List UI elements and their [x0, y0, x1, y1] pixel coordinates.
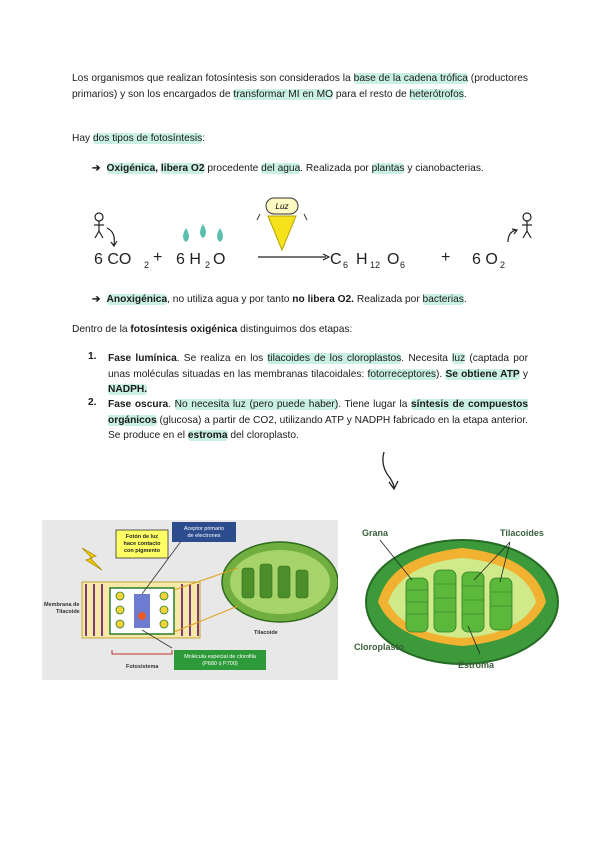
grana-label: Grana — [362, 528, 389, 538]
text: . — [463, 88, 467, 100]
text: (glucosa) a partir de CO2, utilizando ATP y NADPH fabricado en la etapa anterior. Se produce en el — [108, 414, 528, 441]
reactant-h2o-end: O — [213, 251, 226, 268]
photon-label: Fotón de luz hace contacto con pigmento — [123, 534, 161, 554]
stages-intro — [72, 322, 528, 338]
chloroplast-diagram — [350, 520, 560, 680]
plus-sign: + — [441, 249, 451, 266]
text: Hay — [72, 133, 93, 144]
arrow-bullet-icon: ➔ — [92, 294, 101, 305]
text: . Realizada por — [300, 163, 372, 174]
membrane-label: Membrana de Tilacoide — [44, 602, 80, 615]
text: , no utiliza agua y por tanto — [167, 294, 293, 305]
list-item-fase-luminica — [108, 351, 528, 398]
subscript: 2 — [500, 260, 506, 270]
text: . — [168, 399, 175, 410]
text: . — [463, 294, 467, 305]
product-glucose: C — [330, 251, 342, 268]
text: del cloroplasto. — [227, 430, 299, 441]
person-icon — [508, 213, 532, 242]
bold-text: no libera O2. — [292, 294, 355, 305]
highlight: Oxigénica — [106, 163, 156, 174]
types-intro — [72, 131, 528, 147]
text: Realizada por — [354, 294, 423, 305]
text: (captada por unas moléculas situadas en las membranas tilacoidales: — [108, 353, 528, 380]
text: para el resto de — [333, 88, 410, 100]
subscript: 2 — [144, 260, 150, 270]
bullet-oxigenica — [92, 161, 532, 177]
subscript: 12 — [370, 260, 381, 270]
photosystem-diagram — [42, 520, 338, 680]
list-item-fase-oscura — [108, 397, 528, 444]
bold-text: Fase lumínica — [108, 353, 177, 364]
product-glucose-o: O — [387, 251, 400, 268]
cloroplasto-label: Cloroplasto — [354, 642, 405, 652]
light-icon — [257, 198, 307, 250]
bold-highlight: Se obtiene ATP — [445, 368, 520, 380]
bold-highlight: NADPH. — [108, 384, 148, 395]
text: Los organismos que realizan fotosíntesis son considerados la — [72, 73, 354, 84]
list-number: 2. — [88, 397, 97, 408]
highlight: fotorreceptores — [367, 368, 437, 380]
subscript: 2 — [205, 260, 211, 270]
text: y cianobacterias. — [404, 163, 484, 174]
bold-text: Fase oscura — [108, 399, 169, 410]
text: : — [202, 133, 206, 144]
arrow-bullet-icon: ➔ — [92, 163, 101, 174]
estroma-label: Estroma — [458, 660, 495, 670]
highlight: No necesita luz (pero puede haber) — [174, 399, 339, 410]
tilacoides-label: Tilacoides — [500, 528, 544, 538]
highlight: tilacoides de los cloroplastos — [267, 353, 402, 364]
subscript: 6 — [400, 260, 406, 270]
photosynthesis-equation — [80, 190, 540, 280]
highlight: libera O2 — [160, 163, 205, 174]
text: . Se realiza en los — [176, 353, 268, 364]
highlight: del agua — [261, 163, 301, 174]
hand-drawn-arrow-icon — [376, 448, 406, 492]
bold-highlight: estroma — [187, 430, 228, 441]
molecule-label: Molécula especial de clorofila (P680 ó P700) — [184, 654, 256, 667]
highlight: plantas — [371, 163, 405, 174]
bold-text: fotosíntesis oxigénica — [130, 324, 238, 335]
acceptor-label: Aceptor primario de electrones — [183, 526, 225, 539]
bullet-anoxigenica — [92, 292, 532, 308]
highlight: base de la cadena trófica — [353, 73, 468, 84]
text: . Necesita — [401, 353, 453, 364]
tilacoide-label: Tilacoide — [254, 630, 278, 636]
text: , — [155, 163, 161, 174]
text: y — [519, 368, 528, 380]
highlight: dos tipos de fotosíntesis — [92, 133, 203, 144]
highlight: heterótrofos — [409, 88, 464, 100]
list-number: 1. — [88, 351, 97, 362]
fotosistema-label: Fotosistema — [126, 664, 159, 670]
bold-highlight: síntesis de compuestos orgánicos — [108, 399, 529, 426]
reactant-co2: 6 CO — [94, 251, 132, 268]
highlight: Anoxigénica — [106, 294, 168, 305]
plus-sign: + — [153, 249, 163, 266]
highlight: luz — [452, 353, 466, 364]
light-label: Luz — [275, 202, 289, 211]
highlight: bacterias — [422, 294, 464, 305]
text: . Tiene lugar la — [338, 399, 411, 410]
subscript: 6 — [343, 260, 349, 270]
reactant-h2o: 6 H — [176, 251, 201, 268]
text: ). — [436, 368, 446, 380]
intro-paragraph — [72, 71, 528, 102]
text: (productores primarios) y son los encargados de — [72, 73, 528, 100]
person-icon — [94, 213, 117, 246]
water-drops-icon — [183, 224, 223, 242]
product-glucose-h: H — [356, 251, 368, 268]
text: distinguimos dos etapas: — [237, 324, 353, 335]
text: procedente — [204, 163, 262, 174]
highlight: transformar MI en MO — [233, 88, 334, 100]
text: Dentro de la — [72, 324, 131, 335]
product-o2: 6 O — [472, 251, 498, 268]
